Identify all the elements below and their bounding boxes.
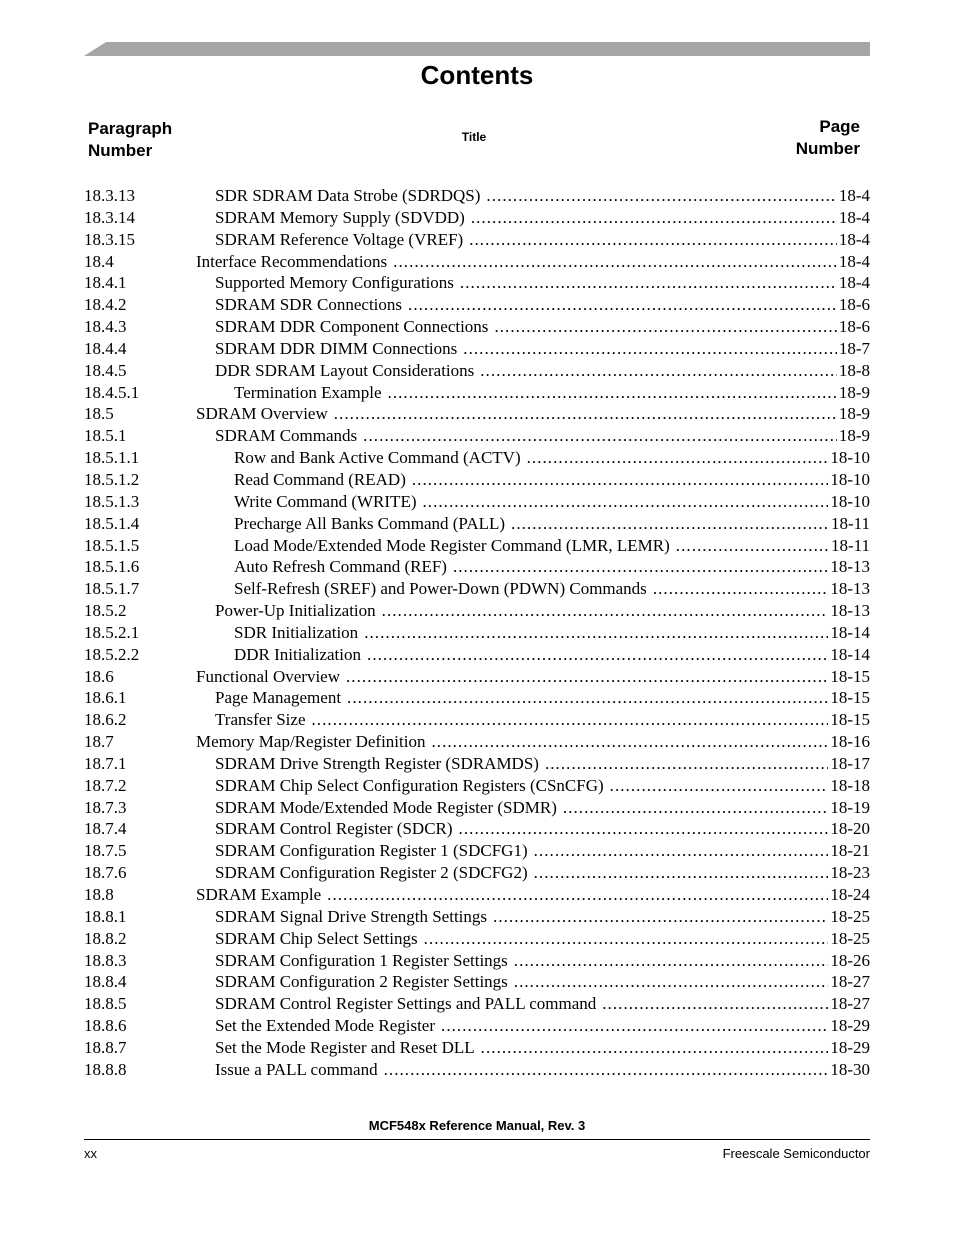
toc-entry-number: 18.5.1.2 <box>84 469 140 489</box>
toc-entry-page: 18-19 <box>830 797 870 817</box>
toc-entry-line <box>215 273 870 293</box>
toc-entry-number: 18.4 <box>84 251 114 271</box>
toc-entry-number: 18.4.5.1 <box>84 382 140 402</box>
toc-entry-line <box>215 295 870 315</box>
toc-entry-line <box>234 557 870 577</box>
toc-entry-number: 18.5.1.5 <box>84 535 140 555</box>
footer-company: Freescale Semiconductor <box>722 1146 870 1161</box>
toc-entry-page: 18-13 <box>830 579 870 599</box>
toc-entry-page: 18-27 <box>830 972 870 992</box>
toc-entry[interactable] <box>84 949 870 971</box>
toc-entry-number: 18.8.5 <box>84 994 127 1014</box>
toc-leader-dots <box>312 710 829 730</box>
toc-entry[interactable] <box>84 402 870 424</box>
toc-entry-line <box>196 404 870 424</box>
toc-leader-dots <box>393 252 837 272</box>
toc-entry-title: SDRAM Drive Strength Register (SDRAMDS) <box>215 753 539 773</box>
toc-leader-dots <box>534 863 829 883</box>
toc-entry-line <box>215 994 870 1014</box>
toc-entry-page: 18-30 <box>830 1059 870 1079</box>
toc-entry-number: 18.3.13 <box>84 186 135 205</box>
toc-entry[interactable] <box>84 927 870 949</box>
toc-entry[interactable] <box>84 534 870 556</box>
toc-entry-number: 18.4.3 <box>84 317 127 337</box>
toc-entry-title: Set the Mode Register and Reset DLL <box>215 1037 475 1057</box>
toc-leader-dots <box>412 470 828 490</box>
page-number-header: Page Number <box>795 117 860 158</box>
toc-entry[interactable] <box>84 599 870 621</box>
toc-leader-dots <box>511 514 829 534</box>
toc-entry[interactable] <box>84 184 870 206</box>
toc-entry-line <box>215 972 870 992</box>
toc-leader-dots <box>610 776 829 796</box>
toc-entry-title: Interface Recommendations <box>196 251 388 271</box>
toc-entry-page: 18-26 <box>830 950 870 970</box>
toc-entry-line <box>215 426 870 446</box>
toc-entry[interactable] <box>84 359 870 381</box>
toc-entry-number: 18.4.1 <box>84 273 127 293</box>
toc-entry-line <box>196 667 870 687</box>
toc-entry[interactable] <box>84 1036 870 1058</box>
toc-entry-line <box>196 732 870 752</box>
toc-entry-page: 18-24 <box>830 885 870 904</box>
toc-entry[interactable] <box>84 817 870 839</box>
toc-entry-line <box>234 383 870 403</box>
toc-entry-page: 18-9 <box>838 426 870 446</box>
toc-leader-dots <box>514 972 829 992</box>
toc-leader-dots <box>514 951 829 971</box>
footer-manual-title: MCF548x Reference Manual, Rev. 3 <box>368 1118 586 1133</box>
toc-entry-page: 18-15 <box>830 666 870 686</box>
toc-entry[interactable] <box>84 796 870 818</box>
toc-entry[interactable] <box>84 643 870 665</box>
toc-entry-page: 18-9 <box>838 382 870 402</box>
toc-entry-number: 18.7.4 <box>84 819 127 839</box>
toc-entry-line <box>215 1038 870 1058</box>
toc-entry-title: SDRAM Configuration Register 2 (SDCFG2) <box>215 863 528 883</box>
toc-entry-title: Page Management <box>215 688 342 708</box>
toc-entry-line <box>215 186 870 206</box>
toc-leader-dots <box>459 819 829 839</box>
toc-entry-title: DDR SDRAM Layout Considerations <box>215 360 475 380</box>
toc-entry-line <box>234 448 870 468</box>
toc-entry[interactable] <box>84 774 870 796</box>
paragraph-number-header: Paragraph Number <box>88 119 173 160</box>
toc-entry-title: SDRAM Signal Drive Strength Settings <box>215 906 488 926</box>
toc-entry-line <box>234 623 870 643</box>
toc-entry-title: Load Mode/Extended Mode Register Command (LMR, LEMR) <box>234 535 670 555</box>
toc-entry-number: 18.7.2 <box>84 775 127 795</box>
toc-entry[interactable] <box>84 861 870 883</box>
toc-leader-dots <box>534 841 829 861</box>
toc-leader-dots <box>486 186 836 206</box>
toc-entry-title: SDR SDRAM Data Strobe (SDRDQS) <box>215 186 481 205</box>
toc-entry[interactable] <box>84 446 870 468</box>
toc-entry-number: 18.7.3 <box>84 797 127 817</box>
toc-entry-line <box>234 536 870 556</box>
toc-entry-page: 18-13 <box>830 601 870 621</box>
toc-entry-page: 18-27 <box>830 994 870 1014</box>
toc-entry-line <box>215 754 870 774</box>
toc-entry-number: 18.5 <box>84 404 114 424</box>
toc-entry-title: SDRAM Configuration 2 Register Settings <box>215 972 508 992</box>
toc-entry-page: 18-21 <box>830 841 870 861</box>
toc-entry-title: SDRAM Control Register Settings and PALL command <box>215 994 597 1014</box>
toc-leader-dots <box>481 1038 829 1058</box>
toc-entry-page: 18-4 <box>838 273 870 293</box>
toc-entry[interactable] <box>84 468 870 490</box>
toc-entry-number: 18.8.6 <box>84 1016 127 1036</box>
toc-entry-line <box>234 645 870 665</box>
toc-entry-title: Memory Map/Register Definition <box>196 732 426 752</box>
toc-entry-line <box>215 601 870 621</box>
toc-entry-page: 18-25 <box>830 906 870 926</box>
toc-entry-line <box>196 885 870 905</box>
toc-entry-line <box>234 579 870 599</box>
toc-entry-title: SDRAM Overview <box>196 404 328 424</box>
toc-entry-page: 18-6 <box>838 295 870 315</box>
toc-entry-number: 18.5.2.2 <box>84 644 140 664</box>
toc-entry-number: 18.8 <box>84 885 114 904</box>
toc-entry-line <box>215 710 870 730</box>
toc-entry-number: 18.5.1.6 <box>84 557 140 577</box>
toc-entry[interactable] <box>84 555 870 577</box>
toc-entry-title: SDRAM Memory Supply (SDVDD) <box>215 207 465 227</box>
toc-entry-number: 18.7.5 <box>84 841 127 861</box>
toc-entry-title: SDRAM Control Register (SDCR) <box>215 819 453 839</box>
toc-entry[interactable] <box>84 315 870 337</box>
toc-leader-dots <box>441 1016 828 1036</box>
toc-leader-dots <box>364 623 828 643</box>
toc-leader-dots <box>424 929 829 949</box>
toc-entry-title: Set the Extended Mode Register <box>215 1016 436 1036</box>
toc-leader-dots <box>460 273 837 293</box>
toc-leader-dots <box>431 732 828 752</box>
toc-entry[interactable] <box>84 490 870 512</box>
toc-entry-number: 18.7.1 <box>84 753 127 773</box>
toc-entry-title: SDRAM SDR Connections <box>215 295 403 315</box>
toc-entry-line <box>215 208 870 228</box>
toc-entry-number: 18.4.2 <box>84 295 127 315</box>
toc-entry-page: 18-17 <box>830 753 870 773</box>
table-of-contents <box>84 184 870 1080</box>
toc-entry-number: 18.3.14 <box>84 207 135 227</box>
toc-entry[interactable] <box>84 665 870 687</box>
toc-entry-number: 18.4.5 <box>84 360 127 380</box>
toc-entry-page: 18-15 <box>830 688 870 708</box>
toc-leader-dots <box>334 404 837 424</box>
toc-entry[interactable] <box>84 708 870 730</box>
toc-entry-line <box>215 819 870 839</box>
toc-entry-title: Issue a PALL command <box>215 1059 378 1079</box>
toc-entry-page: 18-15 <box>830 710 870 730</box>
toc-entry[interactable] <box>84 337 870 359</box>
toc-entry-page: 18-14 <box>830 622 870 642</box>
toc-entry-page: 18-18 <box>830 775 870 795</box>
toc-entry-line <box>215 929 870 949</box>
toc-entry-page: 18-10 <box>830 491 870 511</box>
toc-entry-title: SDRAM DDR DIMM Connections <box>215 338 458 358</box>
toc-entry[interactable] <box>84 512 870 534</box>
toc-entry[interactable] <box>84 293 870 315</box>
toc-entry-line <box>234 470 870 490</box>
toc-entry-number: 18.6.1 <box>84 688 127 708</box>
toc-leader-dots <box>463 339 837 359</box>
toc-entry-number: 18.5.1.1 <box>84 448 140 468</box>
toc-entry-number: 18.8.8 <box>84 1059 127 1079</box>
toc-entry-page: 18-14 <box>830 644 870 664</box>
toc-entry[interactable] <box>84 621 870 643</box>
toc-entry-title: Supported Memory Configurations <box>215 273 454 293</box>
toc-entry-number: 18.7.6 <box>84 863 127 883</box>
toc-leader-dots <box>382 601 829 621</box>
toc-leader-dots <box>363 426 837 446</box>
toc-entry-line <box>215 907 870 927</box>
toc-entry-line <box>215 798 870 818</box>
toc-entry[interactable] <box>84 970 870 992</box>
toc-entry[interactable] <box>84 381 870 403</box>
toc-entry-page: 18-29 <box>830 1016 870 1036</box>
toc-entry-number: 18.7 <box>84 732 114 752</box>
toc-entry-title: SDRAM Configuration 1 Register Settings <box>215 950 508 970</box>
toc-entry-number: 18.3.15 <box>84 229 135 249</box>
toc-entry[interactable] <box>84 1014 870 1036</box>
toc-entry-title: Transfer Size <box>215 710 306 730</box>
toc-entry[interactable] <box>84 206 870 228</box>
toc-entry-page: 18-20 <box>830 819 870 839</box>
toc-entry-title: Write Command (WRITE) <box>234 491 417 511</box>
toc-leader-dots <box>480 361 837 381</box>
toc-entry-title: SDRAM Configuration Register 1 (SDCFG1) <box>215 841 528 861</box>
toc-entry-title: SDRAM Chip Select Configuration Registers (CSnCFG) <box>215 775 604 795</box>
toc-entry[interactable] <box>84 839 870 861</box>
toc-entry[interactable] <box>84 271 870 293</box>
toc-leader-dots <box>563 798 828 818</box>
toc-entry-number: 18.6.2 <box>84 710 127 730</box>
toc-entry-title: Row and Bank Active Command (ACTV) <box>234 448 521 468</box>
toc-entry-title: SDRAM Example <box>196 885 322 904</box>
footer-page-number: xx <box>84 1146 97 1161</box>
toc-entry-page: 18-7 <box>838 338 870 358</box>
toc-entry-number: 18.5.1.3 <box>84 491 140 511</box>
toc-entry-title: Read Command (READ) <box>234 469 406 489</box>
toc-entry-number: 18.5.1.7 <box>84 579 140 599</box>
toc-entry-line <box>234 514 870 534</box>
toc-entry-number: 18.8.7 <box>84 1037 127 1057</box>
toc-leader-dots <box>388 383 837 403</box>
toc-entry[interactable] <box>84 883 870 905</box>
toc-entry-page: 18-8 <box>838 360 870 380</box>
toc-entry[interactable] <box>84 1058 870 1080</box>
toc-entry-title: SDRAM Mode/Extended Mode Register (SDMR) <box>215 797 557 817</box>
toc-entry-title: Self-Refresh (SREF) and Power-Down (PDWN) Commands <box>234 579 647 599</box>
toc-entry[interactable] <box>84 992 870 1014</box>
toc-leader-dots <box>527 448 829 468</box>
toc-entry-page: 18-11 <box>830 535 870 555</box>
toc-entry-line <box>215 230 870 250</box>
toc-entry[interactable] <box>84 686 870 708</box>
toc-entry-number: 18.8.2 <box>84 928 127 948</box>
toc-entry-title: Precharge All Banks Command (PALL) <box>234 513 506 533</box>
toc-entry-page: 18-10 <box>830 469 870 489</box>
toc-entry-line <box>215 339 870 359</box>
toc-entry-page: 18-25 <box>830 928 870 948</box>
toc-leader-dots <box>471 208 837 228</box>
toc-entry-title: Power-Up Initialization <box>215 601 376 621</box>
toc-entry-line <box>215 863 870 883</box>
toc-entry-page: 18-13 <box>830 557 870 577</box>
toc-leader-dots <box>453 557 828 577</box>
toc-leader-dots <box>493 907 828 927</box>
toc-entry-number: 18.8.4 <box>84 972 127 992</box>
toc-leader-dots <box>422 492 828 512</box>
toc-entry-line <box>215 317 870 337</box>
toc-entry-line <box>215 361 870 381</box>
toc-entry-page: 18-10 <box>830 448 870 468</box>
toc-entry-title: SDRAM Chip Select Settings <box>215 928 418 948</box>
toc-entry-title: SDRAM Commands <box>215 426 358 446</box>
toc-entry-page: 18-6 <box>838 317 870 337</box>
toc-entry-page: 18-11 <box>830 513 870 533</box>
toc-leader-dots <box>367 645 828 665</box>
toc-entry-number: 18.4.4 <box>84 338 127 358</box>
toc-leader-dots <box>602 994 828 1014</box>
toc-entry-line <box>215 951 870 971</box>
toc-entry-line <box>215 841 870 861</box>
toc-leader-dots <box>653 579 829 599</box>
toc-leader-dots <box>327 885 828 905</box>
toc-entry-line <box>215 776 870 796</box>
toc-entry-line <box>215 688 870 708</box>
toc-entry-page: 18-23 <box>830 863 870 883</box>
toc-entry-number: 18.8.1 <box>84 906 127 926</box>
toc-leader-dots <box>347 688 828 708</box>
toc-leader-dots <box>408 295 837 315</box>
toc-entry[interactable] <box>84 752 870 774</box>
toc-entry-page: 18-4 <box>838 186 870 205</box>
toc-leader-dots <box>469 230 837 250</box>
footer-divider <box>84 1139 870 1140</box>
toc-entry-title: SDR Initialization <box>234 622 359 642</box>
toc-entry[interactable] <box>84 577 870 599</box>
title-header: Title <box>461 130 487 144</box>
toc-entry-page: 18-9 <box>838 404 870 424</box>
toc-entry-page: 18-16 <box>830 732 870 752</box>
toc-leader-dots <box>346 667 828 687</box>
toc-entry-line <box>215 1060 870 1080</box>
toc-leader-dots <box>494 317 836 337</box>
toc-entry-line <box>215 1016 870 1036</box>
toc-entry-title: SDRAM Reference Voltage (VREF) <box>215 229 464 249</box>
toc-entry-page: 18-4 <box>838 251 870 271</box>
toc-entry[interactable] <box>84 905 870 927</box>
toc-entry-title: Auto Refresh Command (REF) <box>234 557 447 577</box>
toc-entry-number: 18.5.2 <box>84 601 127 621</box>
toc-entry-number: 18.5.1.4 <box>84 513 140 533</box>
toc-entry[interactable] <box>84 250 870 272</box>
toc-entry-number: 18.8.3 <box>84 950 127 970</box>
toc-entry-title: SDRAM DDR Component Connections <box>215 317 489 337</box>
toc-entry[interactable] <box>84 730 870 752</box>
toc-entry-line <box>234 492 870 512</box>
toc-leader-dots <box>384 1060 829 1080</box>
toc-entry-page: 18-4 <box>838 229 870 249</box>
toc-entry-number: 18.5.2.1 <box>84 622 140 642</box>
toc-leader-dots <box>545 754 828 774</box>
toc-entry-title: Functional Overview <box>196 666 340 686</box>
toc-entry-page: 18-29 <box>830 1037 870 1057</box>
toc-entry[interactable] <box>84 228 870 250</box>
toc-entry-line <box>196 252 870 272</box>
toc-entry-number: 18.6 <box>84 666 114 686</box>
toc-entry-title: Termination Example <box>234 382 382 402</box>
toc-entry-page: 18-4 <box>838 207 870 227</box>
toc-entry[interactable] <box>84 424 870 446</box>
toc-entry-title: DDR Initialization <box>234 644 362 664</box>
page-title: Contents <box>420 60 534 90</box>
toc-entry-number: 18.5.1 <box>84 426 127 446</box>
toc-leader-dots <box>676 536 829 556</box>
header-accent-bar <box>84 42 870 56</box>
